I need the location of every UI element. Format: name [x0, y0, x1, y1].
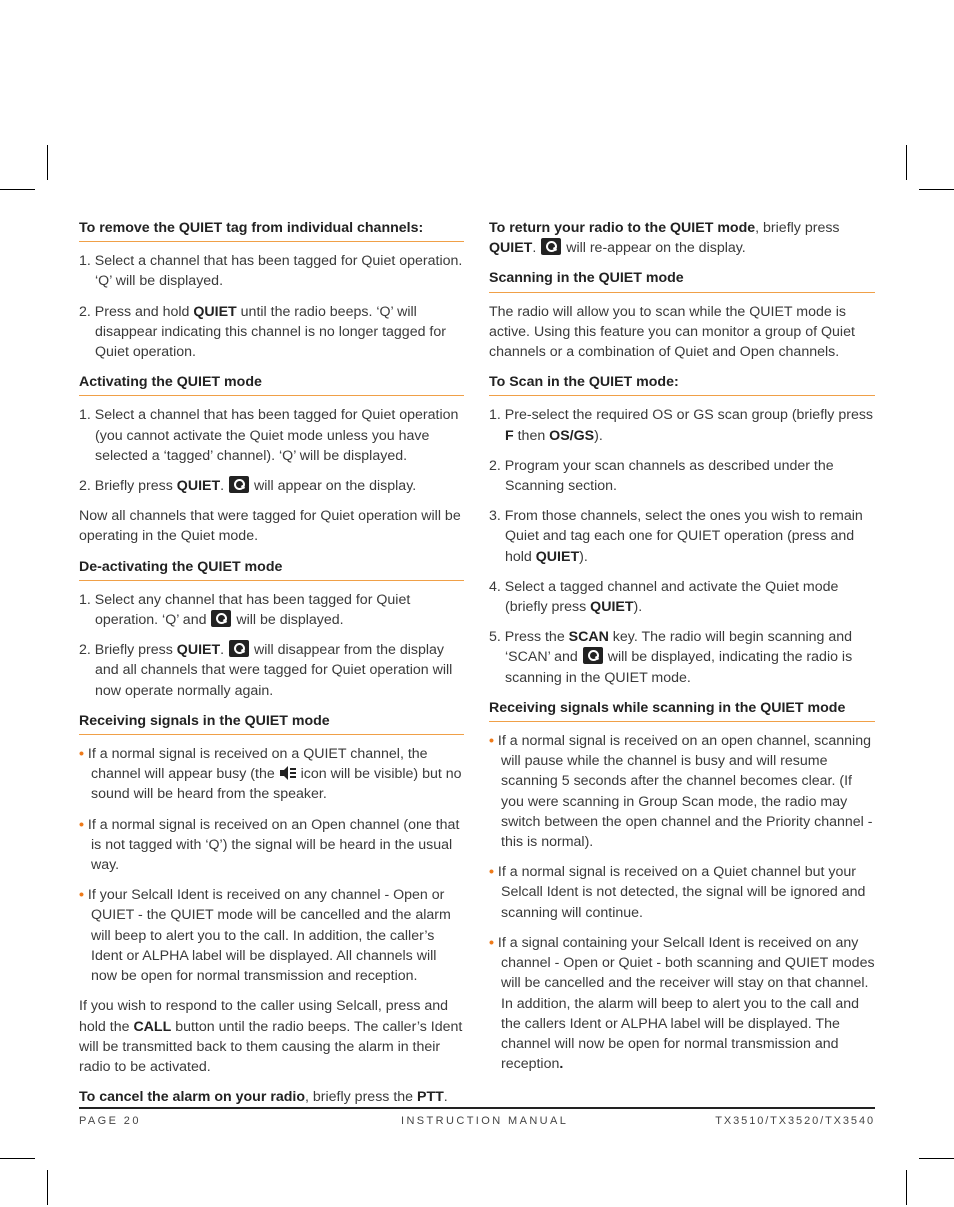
crop-mark — [919, 189, 954, 190]
heading-receiving: Receiving signals in the QUIET mode — [79, 711, 464, 735]
activate-step-1: 1. Select a channel that has been tagged for Quiet operation (you cannot activate the Quiet mode unless you have selected a ‘tagged’ channel). ‘Q’ will be displayed. — [79, 407, 459, 464]
remove-step-1: 1. Select a channel that has been tagged for Quiet operation. ‘Q’ will be displayed. — [79, 253, 463, 290]
activate-note: Now all channels that were tagged for Quiet operation will be operating in the Quiet mode. — [79, 508, 461, 545]
receiving-scanning-bullet-1: • If a normal signal is received on an open channel, scanning will pause while the channel is busy and will resume scanning 5 seconds after the channel becomes clear. (If you were scanning in Group Scan mode, the radio may switch between the open channel and the Priority channel - this is normal). — [489, 733, 873, 851]
receiving-bullet-3: • If your Selcall Ident is received on any channel - Open or QUIET - the QUIET mode will be cancelled and the alarm will beep to alert you to the call. In addition, the caller’s Ident or ALPHA label will be displayed. All channels will now be open for normal transmission and reception. — [79, 887, 451, 985]
crop-mark — [47, 145, 48, 180]
footer-title: INSTRUCTION MANUAL — [401, 1115, 569, 1127]
quiet-q-icon — [229, 476, 249, 493]
heading-remove-quiet-tag: To remove the QUIET tag from individual channels: — [79, 218, 464, 242]
quiet-q-icon — [583, 647, 603, 664]
heading-deactivating: De-activating the QUIET mode — [79, 557, 464, 581]
receiving-scanning-bullet-3: • If a signal containing your Selcall Ident is received on any channel - Open or Quiet - both scanning and QUIET modes will be cancelled and the receiver will stay on that channel. In addition, the alarm will beep to alert you to the call and the callers Ident or ALPHA label will be displayed. The channel will now be open for normal transmission and reception. — [489, 934, 875, 1073]
crop-mark — [906, 145, 907, 180]
remove-step-2: 2. Press and hold QUIET until the radio beeps. ‘Q’ will disappear indicating this channel is no longer tagged for Quiet operation. — [79, 303, 446, 361]
heading-receiving-scanning: Receiving signals while scanning in the QUIET mode — [489, 698, 875, 722]
quiet-q-icon — [229, 640, 249, 657]
scan-step-1: 1. Pre-select the required OS or GS scan group (briefly press F then OS/GS). — [489, 407, 874, 444]
scan-step-3: 3. From those channels, select the ones you wish to remain Quiet and tag each one for QUIET operation (press and hold QUIET). — [489, 508, 863, 565]
scan-step-5: 5. Press the SCAN key. The radio will begin scanning and ‘SCAN’ and will be displayed, indicating the radio is scanning in the QUIET mode. — [489, 629, 853, 686]
deactivate-step-1: 1. Select any channel that has been tagged for Quiet operation. ‘Q’ and will be displayed. — [79, 591, 411, 629]
left-column — [79, 218, 464, 1117]
respond-paragraph: If you wish to respond to the caller using Selcall, press and hold the CALL button until the radio beeps. The caller’s Ident will be transmitted back to them causing the alarm in their radio to be activated. — [79, 998, 463, 1075]
heading-scanning: Scanning in the QUIET mode — [489, 268, 875, 292]
heading-to-scan: To Scan in the QUIET mode: — [489, 372, 875, 396]
crop-mark — [47, 1170, 48, 1205]
crop-mark — [906, 1170, 907, 1205]
crop-mark — [0, 1158, 35, 1159]
receiving-bullet-2: • If a normal signal is received on an Open channel (one that is not tagged with ‘Q’) the signal will be heard in the usual way. — [79, 816, 460, 874]
footer-model: TX3510/TX3520/TX3540 — [715, 1115, 875, 1127]
quiet-q-icon — [541, 238, 561, 255]
crop-mark — [919, 1158, 954, 1159]
scan-step-2: 2. Program your scan channels as described under the Scanning section. — [489, 457, 834, 495]
return-paragraph: To return your radio to the QUIET mode, briefly press QUIET. will re-appear on the display. — [489, 220, 840, 257]
deactivate-step-2: 2. Briefly press QUIET. will disappear from the display and all channels that were tagged for Quiet operation will now operate normally again. — [79, 642, 453, 699]
cancel-alarm-paragraph: To cancel the alarm on your radio, briefly press the PTT. — [79, 1089, 448, 1106]
footer-page-number: PAGE 20 — [79, 1115, 141, 1127]
scanning-paragraph: The radio will allow you to scan while the QUIET mode is active. Using this feature you can monitor a group of Quiet channels or a combination of Quiet and Open channels. — [489, 303, 855, 361]
crop-mark — [0, 189, 35, 190]
quiet-q-icon — [211, 610, 231, 627]
right-column — [489, 218, 875, 1084]
receiving-bullet-1: • If a normal signal is received on a QUIET channel, the channel will appear busy (the icon will be visible) but no sound will be heard from the speaker. — [79, 746, 462, 803]
activate-step-2: 2. Briefly press QUIET. will appear on the display. — [79, 478, 417, 495]
busy-speaker-icon — [279, 766, 297, 780]
heading-activating: Activating the QUIET mode — [79, 372, 464, 396]
scan-step-4: 4. Select a tagged channel and activate the Quiet mode (briefly press QUIET). — [489, 578, 839, 616]
footer-rule — [79, 1107, 875, 1109]
receiving-scanning-bullet-2: • If a normal signal is received on a Quiet channel but your Selcall Ident is not detected, the signal will be ignored and scanning will continue. — [489, 864, 866, 921]
